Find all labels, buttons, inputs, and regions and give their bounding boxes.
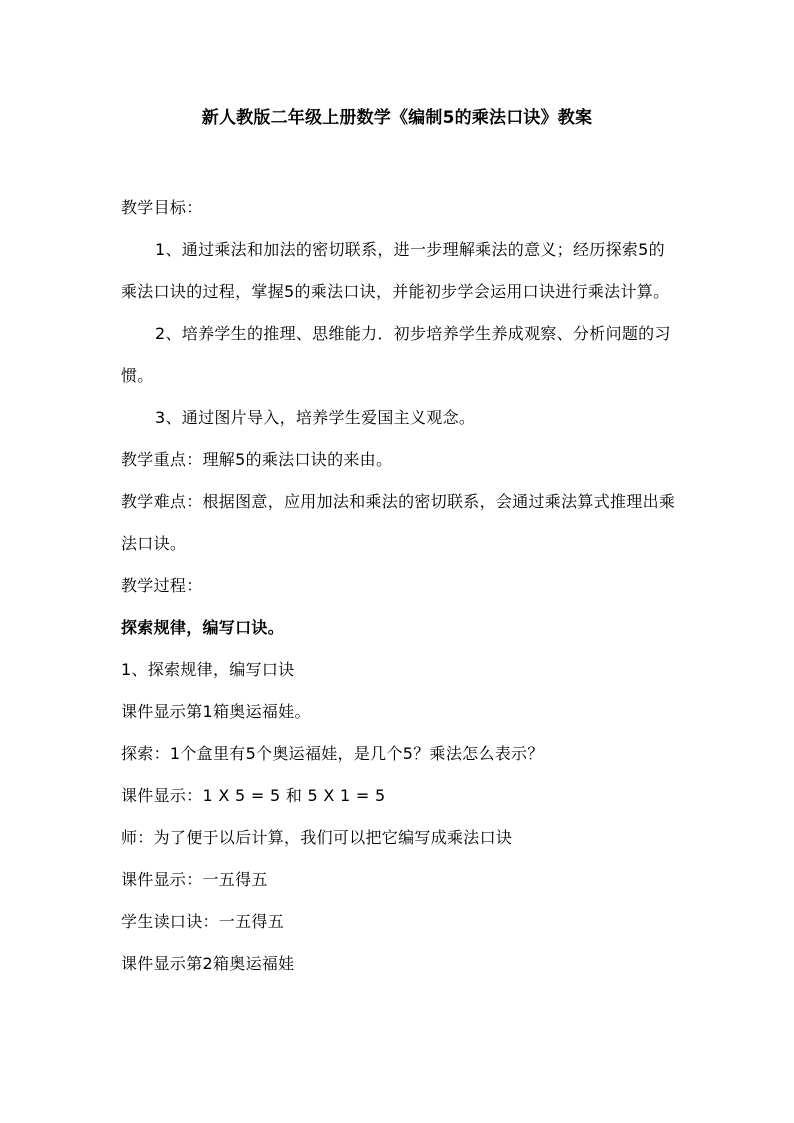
paragraph-teacher-note: 师：为了便于以后计算，我们可以把它编写成乘法口诀 [121,828,513,847]
paragraph-objective-1: 1、通过乘法和加法的密切联系，进一步理解乘法的意义；经历探索5的乘法口诀的过程，掌握5的乘法口诀，并能初步学会运用口诀进行乘法计算。 [121,240,670,301]
document-title: 新人教版二年级上册数学《编制5的乘法口诀》教案 [201,108,593,128]
paragraph-objective-2: 2、培养学生的推理、思维能力．初步培养学生养成观察、分析问题的习惯。 [121,324,671,385]
document-body [121,187,677,985]
paragraph-courseware-rhyme: 课件显示：一五得五 [121,870,268,889]
paragraph-courseware-box-1: 课件显示第1箱奥运福娃。 [121,702,311,721]
paragraph-section-heading: 探索规律，编写口诀。 [121,618,285,637]
paragraph-process-heading: 教学过程： [121,576,203,595]
paragraph-student-reading: 学生读口诀：一五得五 [121,912,285,931]
paragraph-objective-3: 3、通过图片导入，培养学生爱国主义观念。 [155,408,476,427]
paragraph-difficult-point: 教学难点：根据图意，应用加法和乘法的密切联系，会通过乘法算式推理出乘法口诀。 [121,492,676,553]
paragraph-key-point: 教学重点：理解5的乘法口诀的来由。 [121,450,393,469]
paragraph-explore-question: 探索：1个盒里有5个奥运福娃，是几个5？乘法怎么表示？ [121,744,544,763]
paragraph-objectives-heading: 教学目标： [121,198,203,217]
paragraph-step-1: 1、探索规律，编写口诀 [121,660,295,679]
paragraph-courseware-box-2: 课件显示第2箱奥运福娃 [121,954,295,973]
paragraph-courseware-equation: 课件显示：1 X 5 = 5 和 5 X 1 = 5 [121,786,386,805]
